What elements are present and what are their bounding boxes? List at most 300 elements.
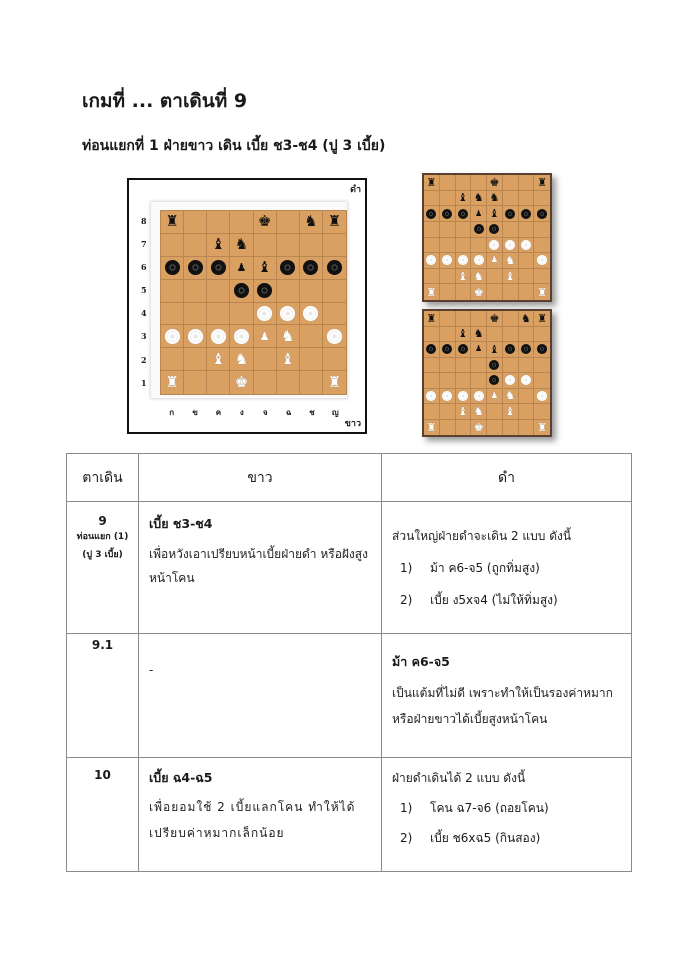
board-square bbox=[424, 175, 440, 191]
white-move-cell bbox=[139, 502, 382, 634]
white-comment: - bbox=[149, 663, 154, 677]
board-square bbox=[277, 371, 300, 394]
board-square bbox=[230, 371, 253, 394]
white-pawn-icon bbox=[474, 391, 484, 401]
black-pawn-icon bbox=[442, 209, 452, 219]
board-square bbox=[207, 211, 230, 234]
white-comment: เพื่อหวังเอาเปรียบหน้าเบี้ยฝ่ายดำ หรือฝังสูงหน้าโคน bbox=[149, 547, 368, 585]
black-pawn-icon bbox=[505, 209, 515, 219]
white-pawn-icon bbox=[458, 255, 468, 265]
white-king-icon: ♚ bbox=[473, 285, 484, 299]
header-white: ขาว bbox=[139, 454, 382, 502]
board-square bbox=[503, 269, 519, 285]
board-square bbox=[254, 348, 277, 371]
board-square bbox=[207, 303, 230, 326]
board-square bbox=[503, 389, 519, 405]
black-move-cell bbox=[382, 758, 632, 872]
board-square bbox=[487, 269, 503, 285]
black-rook-icon: ♜ bbox=[537, 175, 548, 189]
board-square bbox=[161, 348, 184, 371]
black-khon-icon: ♝ bbox=[457, 327, 468, 341]
board-square bbox=[471, 175, 487, 191]
board-square bbox=[534, 222, 550, 238]
table-header-row bbox=[67, 454, 632, 502]
board-square bbox=[534, 358, 550, 374]
main-board-diagram bbox=[127, 178, 367, 434]
white-rook-icon: ♜ bbox=[537, 285, 548, 299]
board-square bbox=[184, 303, 207, 326]
board-square bbox=[487, 389, 503, 405]
board-square bbox=[207, 325, 230, 348]
black-khon-icon: ♝ bbox=[257, 258, 272, 277]
board-square bbox=[471, 269, 487, 285]
board-square bbox=[534, 191, 550, 207]
board-square bbox=[503, 175, 519, 191]
header-black: ดำ bbox=[382, 454, 632, 502]
move-number-cell: 9.1 bbox=[67, 634, 139, 758]
board-square bbox=[456, 191, 472, 207]
black-option: 1) โคน ฉ7-จ6 (ถอยโคน) bbox=[400, 801, 549, 815]
board-square bbox=[487, 327, 503, 343]
white-pawn-icon bbox=[426, 255, 436, 265]
board-square bbox=[534, 253, 550, 269]
board-square bbox=[519, 311, 535, 327]
small-board-1 bbox=[424, 175, 550, 300]
white-pawn-icon bbox=[303, 306, 318, 321]
board-square bbox=[254, 211, 277, 234]
board-square bbox=[534, 342, 550, 358]
white-horse-icon: ♞ bbox=[505, 253, 516, 267]
board-square bbox=[230, 211, 253, 234]
table-row bbox=[67, 502, 632, 634]
white-pawn-icon bbox=[442, 255, 452, 265]
board-square bbox=[184, 348, 207, 371]
white-pawn-icon bbox=[280, 306, 295, 321]
board-square bbox=[503, 284, 519, 300]
white-horse-icon: ♞ bbox=[234, 349, 249, 368]
variation-board-2 bbox=[422, 309, 552, 437]
board-square bbox=[456, 342, 472, 358]
board-square bbox=[300, 348, 323, 371]
board-square bbox=[207, 280, 230, 303]
board-square bbox=[230, 234, 253, 257]
board-square bbox=[323, 348, 346, 371]
board-square bbox=[440, 284, 456, 300]
file-labels: ก ข ค ง จ ฉ ช ญ bbox=[169, 408, 339, 417]
board-square bbox=[440, 404, 456, 420]
board-square bbox=[230, 303, 253, 326]
board-square bbox=[161, 211, 184, 234]
board-square bbox=[487, 238, 503, 254]
black-pawn-icon bbox=[442, 344, 452, 354]
board-square bbox=[184, 371, 207, 394]
black-horse-icon: ♞ bbox=[304, 212, 318, 231]
board-square bbox=[424, 269, 440, 285]
board-mat bbox=[151, 202, 347, 398]
black-rook-icon: ♜ bbox=[327, 212, 342, 231]
white-rook-icon: ♜ bbox=[426, 285, 437, 299]
board-square bbox=[440, 373, 456, 389]
black-pawn-icon bbox=[327, 260, 343, 275]
black-comment: ส่วนใหญ่ฝ่ายดำจะเดิน 2 แบบ ดังนี้ bbox=[392, 529, 572, 543]
board-square bbox=[471, 373, 487, 389]
white-pawn-icon bbox=[537, 255, 548, 265]
board-square bbox=[424, 284, 440, 300]
board-square bbox=[456, 253, 472, 269]
board-square bbox=[440, 311, 456, 327]
board-square bbox=[456, 206, 472, 222]
board-square bbox=[440, 206, 456, 222]
black-option: 2) เบี้ย ง5xจ4 (ไม่ให้ทิ่มสูง) bbox=[400, 593, 558, 607]
board-square bbox=[471, 342, 487, 358]
board-square bbox=[534, 420, 550, 436]
board-square bbox=[230, 325, 253, 348]
board-square bbox=[519, 404, 535, 420]
black-pawn-icon bbox=[257, 283, 272, 298]
white-rook-icon: ♜ bbox=[165, 373, 179, 392]
black-move: ม้า ค6-จ5 bbox=[392, 654, 450, 669]
move-number-cell: 9 ท่อนแยก (1) (ปู 3 เบี้ย) bbox=[67, 502, 139, 634]
board-square bbox=[277, 211, 300, 234]
board-square bbox=[300, 257, 323, 280]
board-square bbox=[424, 253, 440, 269]
board-square bbox=[440, 342, 456, 358]
page-title: เกมที่ ... ตาเดินที่ 9 bbox=[82, 90, 248, 112]
board-square bbox=[519, 238, 535, 254]
board-square bbox=[534, 327, 550, 343]
board-square bbox=[519, 327, 535, 343]
board-square bbox=[300, 371, 323, 394]
board-square bbox=[456, 373, 472, 389]
board-square bbox=[184, 325, 207, 348]
white-king-icon: ♚ bbox=[234, 373, 249, 392]
board-square bbox=[440, 253, 456, 269]
board-square bbox=[440, 269, 456, 285]
black-khon-icon: ♝ bbox=[457, 191, 468, 205]
black-comment: ฝ่ายดำเดินได้ 2 แบบ ดังนี้ bbox=[392, 771, 526, 785]
white-rook-icon: ♜ bbox=[537, 420, 548, 434]
board-square bbox=[503, 404, 519, 420]
board-square bbox=[323, 371, 346, 394]
board-square bbox=[503, 238, 519, 254]
black-pawn-icon bbox=[165, 260, 180, 275]
board-square bbox=[519, 175, 535, 191]
board-square bbox=[534, 389, 550, 405]
board-square bbox=[534, 311, 550, 327]
board-square bbox=[184, 234, 207, 257]
board-square bbox=[277, 303, 300, 326]
board-square bbox=[323, 303, 346, 326]
black-king-icon: ♚ bbox=[257, 212, 272, 231]
board-square bbox=[230, 257, 253, 280]
black-met-icon: ♟ bbox=[475, 344, 483, 354]
white-horse-icon: ♞ bbox=[505, 389, 516, 403]
board-square bbox=[534, 284, 550, 300]
board-square bbox=[277, 280, 300, 303]
white-khon-icon: ♝ bbox=[211, 349, 226, 368]
rank-labels: 8 7 6 5 4 3 2 1 bbox=[141, 216, 147, 388]
board-square bbox=[503, 191, 519, 207]
board-square bbox=[471, 358, 487, 374]
black-pawn-icon bbox=[505, 344, 515, 354]
board-square bbox=[300, 280, 323, 303]
board-square bbox=[471, 311, 487, 327]
black-pawn-icon bbox=[537, 344, 548, 354]
board-square bbox=[534, 373, 550, 389]
board-square bbox=[471, 222, 487, 238]
black-comment: เป็นแต้มที่ไม่ดี เพราะทำให้เป็นรองค่าหมาก หรือฝ่ายขาวได้เบี้ยสูงหน้าโคน bbox=[392, 686, 613, 726]
board-square bbox=[207, 348, 230, 371]
black-horse-icon: ♞ bbox=[520, 311, 531, 325]
board-square bbox=[424, 206, 440, 222]
board-square bbox=[503, 342, 519, 358]
board-square bbox=[519, 253, 535, 269]
board-square bbox=[456, 389, 472, 405]
white-pawn-icon bbox=[505, 240, 515, 250]
board-square bbox=[456, 420, 472, 436]
page-subtitle: ท่อนแยกที่ 1 ฝ่ายขาว เดิน เบี้ย ช3-ช4 (ปู 3 เบี้ย) bbox=[82, 138, 386, 154]
board-square bbox=[534, 206, 550, 222]
white-pawn-icon bbox=[426, 391, 436, 401]
white-horse-icon: ♞ bbox=[280, 326, 295, 345]
board-square bbox=[503, 327, 519, 343]
board-square bbox=[424, 191, 440, 207]
board-square bbox=[471, 191, 487, 207]
black-pawn-icon bbox=[426, 344, 436, 354]
black-khon-icon: ♝ bbox=[489, 342, 500, 356]
white-pawn-icon bbox=[474, 255, 484, 265]
board-square bbox=[230, 280, 253, 303]
board-square bbox=[487, 373, 503, 389]
board-square bbox=[503, 373, 519, 389]
variation-board-1 bbox=[422, 173, 552, 302]
white-pawn-icon bbox=[537, 391, 548, 401]
board-square bbox=[254, 280, 277, 303]
board-square bbox=[254, 303, 277, 326]
board-square bbox=[424, 342, 440, 358]
white-horse-icon: ♞ bbox=[473, 404, 484, 418]
black-pawn-icon bbox=[426, 209, 436, 219]
board-square bbox=[424, 327, 440, 343]
board-square bbox=[254, 234, 277, 257]
board-square bbox=[503, 358, 519, 374]
black-pawn-icon bbox=[458, 344, 468, 354]
white-rook-icon: ♜ bbox=[426, 420, 437, 434]
black-rook-icon: ♜ bbox=[165, 212, 179, 231]
white-pawn-icon bbox=[188, 329, 203, 344]
white-move: เบี้ย ช3-ช4 bbox=[149, 516, 213, 531]
board-square bbox=[424, 373, 440, 389]
board-square bbox=[456, 222, 472, 238]
board-square bbox=[300, 234, 323, 257]
board-square bbox=[277, 325, 300, 348]
board-square bbox=[424, 389, 440, 405]
board-square bbox=[424, 404, 440, 420]
board-square bbox=[161, 257, 184, 280]
black-horse-icon: ♞ bbox=[234, 235, 249, 254]
board-square bbox=[519, 284, 535, 300]
board-square bbox=[471, 327, 487, 343]
board-square bbox=[323, 234, 346, 257]
white-pawn-icon bbox=[489, 240, 499, 250]
table-row bbox=[67, 758, 632, 872]
board-square bbox=[487, 175, 503, 191]
black-pawn-icon bbox=[280, 260, 295, 275]
white-khon-icon: ♝ bbox=[280, 349, 295, 368]
board-square bbox=[440, 191, 456, 207]
board-square bbox=[207, 257, 230, 280]
board-square bbox=[323, 211, 346, 234]
white-horse-icon: ♞ bbox=[473, 269, 484, 283]
white-pawn-icon bbox=[458, 391, 468, 401]
white-rook-icon: ♜ bbox=[327, 373, 342, 392]
black-pawn-icon bbox=[489, 360, 499, 370]
white-pawn-icon bbox=[327, 329, 343, 344]
white-khon-icon: ♝ bbox=[505, 269, 516, 283]
move-number-cell: 10 bbox=[67, 758, 139, 872]
board-square bbox=[300, 325, 323, 348]
board-square bbox=[300, 303, 323, 326]
board-square bbox=[487, 284, 503, 300]
board-square bbox=[254, 257, 277, 280]
black-pawn-icon bbox=[474, 224, 484, 234]
black-pawn-icon bbox=[458, 209, 468, 219]
board-square bbox=[207, 371, 230, 394]
board-square bbox=[487, 311, 503, 327]
white-pawn-icon bbox=[165, 329, 180, 344]
board-square bbox=[254, 371, 277, 394]
board-square bbox=[456, 404, 472, 420]
white-pawn-icon bbox=[505, 375, 515, 385]
board-square bbox=[503, 311, 519, 327]
board-square bbox=[471, 420, 487, 436]
black-pawn-icon bbox=[521, 344, 531, 354]
white-pawn-icon bbox=[521, 375, 531, 385]
black-horse-icon: ♞ bbox=[473, 191, 484, 205]
board-square bbox=[487, 404, 503, 420]
board-square bbox=[519, 206, 535, 222]
white-move: เบี้ย ฉ4-ฉ5 bbox=[149, 770, 213, 785]
white-pawn-icon bbox=[521, 240, 531, 250]
board-square bbox=[424, 420, 440, 436]
black-met-icon: ♟ bbox=[236, 261, 247, 275]
white-side-label: ขาว bbox=[344, 419, 361, 429]
board-square bbox=[440, 420, 456, 436]
board-square bbox=[277, 234, 300, 257]
board-square bbox=[534, 238, 550, 254]
board-square bbox=[277, 257, 300, 280]
white-pawn-icon bbox=[442, 391, 452, 401]
board-square bbox=[471, 389, 487, 405]
board-square bbox=[503, 420, 519, 436]
black-rook-icon: ♜ bbox=[537, 311, 548, 325]
board-square bbox=[534, 175, 550, 191]
black-pawn-icon bbox=[303, 260, 318, 275]
white-khon-icon: ♝ bbox=[457, 269, 468, 283]
black-pawn-icon bbox=[489, 375, 499, 385]
white-move-cell bbox=[139, 758, 382, 872]
board-square bbox=[456, 238, 472, 254]
board-square bbox=[184, 280, 207, 303]
board-square bbox=[440, 389, 456, 405]
board-square bbox=[487, 420, 503, 436]
black-move-cell bbox=[382, 502, 632, 634]
board-square bbox=[440, 358, 456, 374]
white-pawn-icon bbox=[234, 329, 249, 344]
black-pawn-icon bbox=[521, 209, 531, 219]
white-move-cell bbox=[139, 634, 382, 758]
white-king-icon: ♚ bbox=[473, 420, 484, 434]
white-comment: เพื่อยอมใช้ 2 เบี้ยแลกโคน ทำให้ได้เปรียบค่าหมากเล็กน้อย bbox=[149, 800, 356, 840]
board-square bbox=[323, 325, 346, 348]
board-square bbox=[424, 238, 440, 254]
black-khon-icon: ♝ bbox=[211, 235, 226, 254]
board-square bbox=[519, 373, 535, 389]
board-square bbox=[487, 222, 503, 238]
white-met-icon: ♟ bbox=[490, 255, 498, 265]
board-square bbox=[519, 269, 535, 285]
board-square bbox=[161, 325, 184, 348]
board-square bbox=[323, 280, 346, 303]
table-row bbox=[67, 634, 632, 758]
board-square bbox=[519, 420, 535, 436]
board-square bbox=[230, 348, 253, 371]
board-square bbox=[487, 342, 503, 358]
board-square bbox=[424, 358, 440, 374]
board-square bbox=[519, 358, 535, 374]
board-square bbox=[534, 404, 550, 420]
white-pawn-icon bbox=[257, 306, 272, 321]
black-side-label: ดำ bbox=[350, 185, 361, 195]
black-move-cell bbox=[382, 634, 632, 758]
board-square bbox=[184, 257, 207, 280]
board-square bbox=[300, 211, 323, 234]
board-square bbox=[161, 371, 184, 394]
black-king-icon: ♚ bbox=[489, 175, 500, 189]
black-option: 2) เบี้ย ช6xฉ5 (กินสอง) bbox=[400, 831, 541, 845]
board-square bbox=[487, 253, 503, 269]
black-pawn-icon bbox=[188, 260, 203, 275]
black-pawn-icon bbox=[489, 224, 499, 234]
black-option: 1) ม้า ค6-จ5 (ถูกทิ่มสูง) bbox=[400, 561, 540, 575]
board-square bbox=[207, 234, 230, 257]
board-square bbox=[440, 175, 456, 191]
black-pawn-icon bbox=[234, 283, 249, 298]
moves-table bbox=[66, 453, 632, 872]
black-khon-icon: ♝ bbox=[489, 207, 500, 221]
board-square bbox=[519, 222, 535, 238]
board-square bbox=[471, 206, 487, 222]
black-king-icon: ♚ bbox=[489, 311, 500, 325]
board-square bbox=[440, 327, 456, 343]
board-square bbox=[503, 222, 519, 238]
board-square bbox=[323, 257, 346, 280]
small-board-2 bbox=[424, 311, 550, 435]
board-square bbox=[471, 284, 487, 300]
board-square bbox=[487, 358, 503, 374]
board-square bbox=[503, 206, 519, 222]
board-square bbox=[519, 389, 535, 405]
board-square bbox=[519, 342, 535, 358]
white-met-icon: ♟ bbox=[490, 390, 498, 400]
board-square bbox=[456, 284, 472, 300]
board-square bbox=[424, 311, 440, 327]
black-horse-icon: ♞ bbox=[473, 327, 484, 341]
board-square bbox=[456, 175, 472, 191]
board-square bbox=[277, 348, 300, 371]
board-square bbox=[503, 253, 519, 269]
board-square bbox=[161, 234, 184, 257]
